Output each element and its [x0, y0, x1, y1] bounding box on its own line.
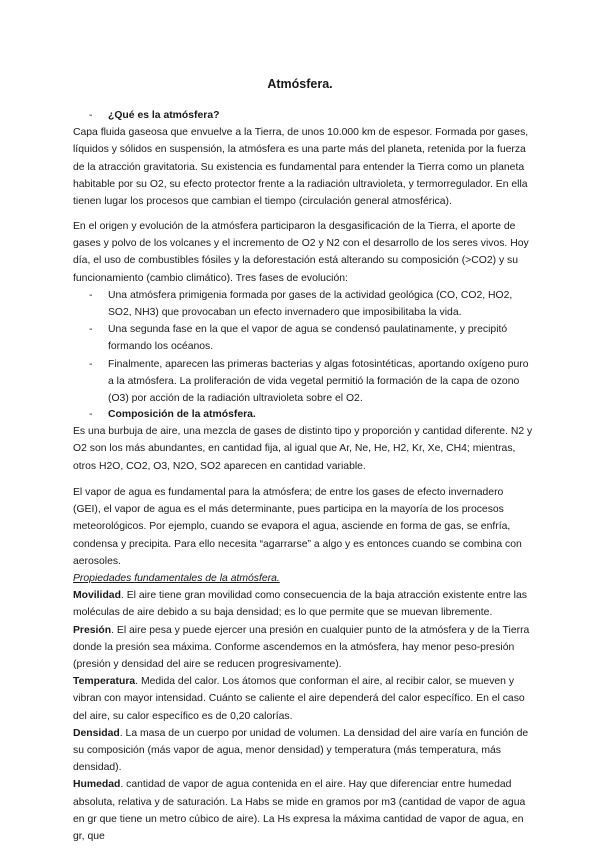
- property-temperatura: [73, 673, 533, 725]
- list-dash: -: [89, 110, 93, 121]
- property-text: . El aire pesa y puede ejercer una presión en cualquier punto de la atmósfera y de la Tierra donde la presión sea máxima. Conforme ascendemos en la atmósfera, hay menor peso-presión (presión y densidad del aire se reducen progresivamente).: [73, 624, 530, 671]
- section-heading: [73, 107, 533, 124]
- list-item: [73, 356, 533, 408]
- section-composition: [73, 406, 533, 475]
- heading-text: ¿Qué es la atmósfera?: [108, 110, 220, 121]
- section-heading: [73, 406, 533, 423]
- paragraph: Es una burbuja de aire, una mezcla de gases de distinto tipo y proporción y cantidad diferente. N2 y O2 son los más abundantes, en cantidad fija, al igual que Ar, Ne, He, H2, Kr, Xe, CH4; mientras, otros H2O, CO2, O3, N2O, SO2 aparecen en cantidad variable.: [73, 426, 533, 472]
- list-item-text: Una atmósfera primigenia formada por gases de la actividad geológica (CO, CO2, HO2, SO2, NH3) que provocaban un efecto invernadero que imposibilitaba la vida.: [108, 289, 513, 319]
- property-term: Temperatura: [73, 676, 136, 688]
- property-humedad: [73, 776, 533, 845]
- property-text: . Medida del calor. Los átomos que conforman el aire, al recibir calor, se mueven y vibran con mayor intensidad. Cuánto se caliente el aire dependerá del calor específico. En el caso del aire, su calor específico es de 0,20 calorías.: [73, 676, 525, 722]
- list-item: [73, 287, 533, 321]
- heading-text: Composición de la atmósfera.: [108, 409, 256, 420]
- section-what-is-atmosphere: [73, 107, 533, 210]
- paragraph: Capa fluida gaseosa que envuelve a la Tierra, de unos 10.000 km de espesor. Formada por gases, líquidos y sólidos en suspensión, la atmósfera es una parte más del planeta, retenida por la fuerza de la atracción gravitatoria. Su existencia es fundamental para entender la Tierra como un planeta habitable por su O2, su efecto protector frente a la radiación ultravioleta, y termorregulador. En ella tienen lugar los procesos que cambian el tiempo (circulación general atmosférica).: [73, 127, 529, 208]
- property-text: . cantidad de vapor de agua contenida en el aire. Hay que diferenciar entre humedad absoluta, relativa y de saturación. La Habs se mide en gramos por m3 (cantidad de vapor de agua en gr que tiene un metro cúbico de aire). La Hs expresa la máxima cantidad de vapor de agua, en gr, que: [73, 779, 526, 843]
- subheading: Propiedades fundamentales de la atmósfera.: [73, 573, 280, 585]
- list-item-text: Finalmente, aparecen las primeras bacterias y algas fotosintéticas, aportando oxígeno puro a la atmósfera. La proliferación de vida vegetal permitió la formación de la capa de ozono (O3) por acción de la radiación ultravioleta sobre el O2.: [108, 358, 529, 405]
- list-dash: -: [89, 358, 93, 370]
- list-dash: -: [89, 289, 93, 301]
- property-term: Presión: [73, 624, 112, 636]
- property-movilidad: [73, 587, 533, 621]
- property-text: . La masa de un cuerpo por unidad de volumen. La densidad del aire varía en función de su composición (más vapor de agua, menor densidad) y temperatura (más temperatura, más densidad).: [73, 727, 529, 774]
- property-term: Densidad: [73, 727, 120, 739]
- list-dash: -: [89, 409, 93, 420]
- list-item: [73, 321, 533, 355]
- section-water-vapor-properties: [73, 484, 533, 845]
- property-text: . El aire tiene gran movilidad como consecuencia de la baja atracción existente entre las moléculas de aire debido a su baja densidad; es lo que permite que se muevan libremente.: [73, 590, 527, 619]
- paragraph: En el origen y evolución de la atmósfera participaron la desgasificación de la Tierra, el aporte de gases y polvo de los volcanes y el incremento de O2 y N2 con el desarrollo de los seres vivos. Hoy día, el uso de combustibles fósiles y la deforestación está alterando su composición (>CO2) y su funcionamiento (cambio climático). Tres fases de evolución:: [73, 221, 529, 284]
- page-title: Atmósfera.: [267, 77, 333, 91]
- list-dash: -: [89, 324, 93, 336]
- section-origin-evolution: [73, 218, 533, 407]
- list-item-text: Una segunda fase en la que el vapor de agua se condensó paulatinamente, y precipitó formando los océanos.: [108, 324, 508, 353]
- property-term: Movilidad: [73, 590, 121, 602]
- property-presion: [73, 622, 533, 674]
- property-term: Humedad: [73, 779, 121, 791]
- property-densidad: [73, 725, 533, 777]
- paragraph: El vapor de agua es fundamental para la atmósfera; de entre los gases de efecto invernadero (GEI), el vapor de agua es el más determinante, pues participa en la mayoría de los procesos meteorológicos. Por ejemplo, cuando se evapora el agua, asciende en forma de gas, se enfría, condensa y precipita. Para ello necesita “agarrarse” a algo y es entonces cuando se combina con aerosoles.: [73, 487, 522, 567]
